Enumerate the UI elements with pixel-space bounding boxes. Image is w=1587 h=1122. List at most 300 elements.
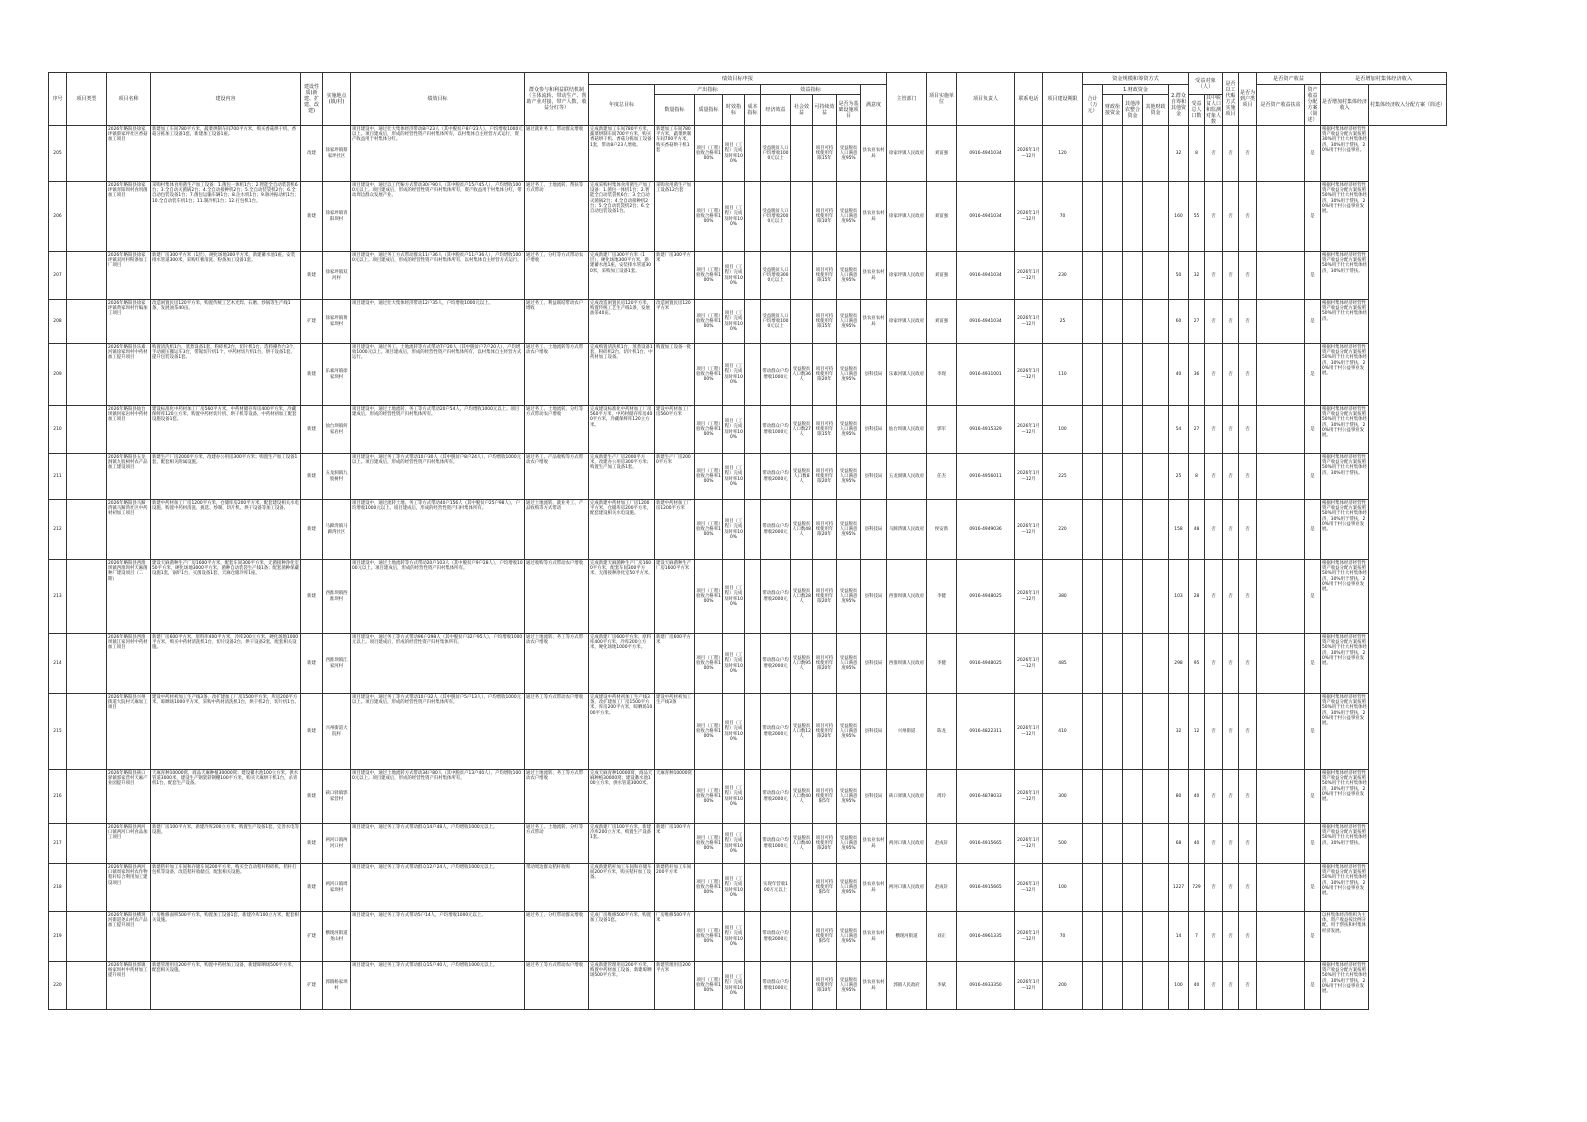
cell-time: 项目（工程）完成及时率100% xyxy=(723,252,745,300)
cell-person: 刘富强 xyxy=(927,300,957,344)
cell-type xyxy=(67,406,107,454)
cell-econ: 实现年营收100万元以上 xyxy=(761,864,791,912)
cell-satisfaction: 受益脱贫人口满意度95% xyxy=(837,300,861,344)
cell-location: 乐素河镇徐家坝村 xyxy=(323,344,351,406)
cell-type xyxy=(67,344,107,406)
header-self-fund: 2.群众自筹和其他资金 xyxy=(1169,85,1189,126)
cell-other-fund xyxy=(1123,252,1143,300)
cell-work-relief: 否 xyxy=(1205,182,1223,252)
cell-type xyxy=(67,126,107,182)
cell-time: 项目（工程）完成及时率100% xyxy=(723,344,745,406)
cell-is-coop: 是 xyxy=(1305,300,1321,344)
cell-cost xyxy=(745,912,761,962)
cell-sub: 否 xyxy=(1223,694,1239,770)
cell-sub: 否 xyxy=(1223,912,1239,962)
cell-work-relief: 否 xyxy=(1205,126,1223,182)
cell-dept: 县农业农村局 xyxy=(861,182,887,252)
cell-central xyxy=(1083,406,1103,454)
cell-phone: 0916-4822311 xyxy=(957,694,1015,770)
cell-sustain: 项目可持续使用年限15年 xyxy=(813,300,837,344)
cell-qty: 新建生产厂房2000平方米 xyxy=(655,454,695,500)
cell-quality: 项目（工程）验收合格率100% xyxy=(695,300,723,344)
cell-distribution xyxy=(1257,500,1305,560)
cell-phone: 0916-4949036 xyxy=(957,500,1015,560)
cell-pop: 60 xyxy=(1169,300,1189,344)
cell-name: 2026年略阳县徐家坪镇青阳坝村食用菌加工项目 xyxy=(107,182,151,252)
cell-self-fund xyxy=(1143,824,1169,864)
cell-phone: 0916-4948025 xyxy=(957,560,1015,634)
cell-is-coop: 是 xyxy=(1305,252,1321,300)
cell-pop: 1227 xyxy=(1169,864,1189,912)
cell-time: 项目（工程）完成及时率100% xyxy=(723,182,745,252)
cell-goal: 项目建设中，通过务工等方式带动10户30人（其中脱贫户8户24人），户均增收1000元以上。项目建成后，形成的经营性资产归村集体所有。 xyxy=(351,454,525,500)
header-other-fiscal: 其他涉农整合资金 xyxy=(1123,95,1143,126)
cell-quality: 项目（工程）验收合格率100% xyxy=(695,252,723,300)
header-unit: 项目实施单位 xyxy=(927,73,957,126)
cell-content: 厂房维修面积500平方米，购置加工设备1套，新建冷库100立方米，配套相关设施。 xyxy=(151,912,301,962)
cell-person: 刘正 xyxy=(927,912,957,962)
cell-seq: 208 xyxy=(49,300,67,344)
cell-cost xyxy=(745,344,761,406)
cell-sub: 否 xyxy=(1223,634,1239,694)
cell-pop: 100 xyxy=(1169,962,1189,1010)
cell-qty: 建设中药材加工厂房560平方米 xyxy=(655,406,695,454)
cell-pop: 14 xyxy=(1169,912,1189,962)
cell-distribution xyxy=(1257,454,1305,500)
cell-social xyxy=(791,864,813,912)
table-row xyxy=(49,182,1447,252)
cell-is-asset: 否 xyxy=(1239,500,1257,560)
cell-cost xyxy=(745,962,761,1010)
cell-satisfaction: 受益脱贫人口满意度95% xyxy=(837,252,861,300)
cell-self-fund xyxy=(1143,962,1169,1010)
cell-coop-plan: 根据村集体经济经营性资产收益分配方案按照50%用于壮大村集体经济，30%用于帮扶，20%用于村公益事业发展。 xyxy=(1321,182,1369,252)
cell-pop: 32 xyxy=(1169,126,1189,182)
cell-name: 2026年略阳县五龙洞镇九股树村农产品加工建设项目 xyxy=(107,454,151,500)
cell-location: 横现河街道尧山村 xyxy=(323,912,351,962)
cell-coop-plan: 根据村集体经济经营性资产收益分配方案按照50%用于壮大村集体经济，30%用于帮扶。 xyxy=(1321,824,1369,864)
cell-goal: 项目建设中，通过务工等方式带动10户32人（其中脱贫户5户13人），户均增收1000元以上。项目建成后，形成的经营性资产归村集体所有。 xyxy=(351,694,525,770)
cell-pop: 32 xyxy=(1169,694,1189,770)
cell-work-relief: 否 xyxy=(1205,560,1223,634)
cell-cost xyxy=(745,406,761,454)
cell-seq: 218 xyxy=(49,864,67,912)
cell-social: 受益脱贫人口数40人 xyxy=(791,770,813,824)
cell-sustain: 项目可持续使用年限20年 xyxy=(813,560,837,634)
cell-econ: 带动群众户均增收2000元 xyxy=(761,694,791,770)
cell-total: 70 xyxy=(1043,182,1083,252)
cell-quality: 项目（工程）验收合格率100% xyxy=(695,126,723,182)
cell-is-asset: 否 xyxy=(1239,344,1257,406)
cell-sustain: 项目可持续使用年限10年 xyxy=(813,962,837,1010)
cell-poor: 55 xyxy=(1189,182,1205,252)
cell-other-fiscal xyxy=(1103,912,1123,962)
cell-central xyxy=(1083,252,1103,300)
cell-nature: 新建 xyxy=(301,634,323,694)
cell-time: 项目（工程）完成及时率100% xyxy=(723,962,745,1010)
cell-other-fiscal xyxy=(1103,634,1123,694)
cell-self-fund xyxy=(1143,560,1169,634)
cell-cost xyxy=(745,824,761,864)
cell-location: 西淮坝镇西淮坝村 xyxy=(323,560,351,634)
header-beneficiary-group: 受益对象（人） xyxy=(1189,73,1223,95)
cell-content: 天麻育种10000窝，商品天麻种植30000窝；建设蓄水池100立方米，供水管道3000米，建设生产钢架彩钢棚100平方米，购买天麻烘干机1台，杀青机1台，配套生产设备。 xyxy=(151,770,301,824)
cell-satisfaction: 受益脱贫人口满意度95% xyxy=(837,126,861,182)
table-row xyxy=(49,126,1447,182)
cell-pop: 80 xyxy=(1169,770,1189,824)
header-coop-plan: 村集体经济收入分配方案（简述） xyxy=(1369,85,1447,126)
cell-phone: 0916-4941034 xyxy=(957,182,1015,252)
cell-benefit: 通过就业务工、带动群众增收 xyxy=(525,126,589,182)
cell-poor: 95 xyxy=(1189,634,1205,694)
cell-distribution xyxy=(1257,770,1305,824)
cell-central xyxy=(1083,634,1103,694)
cell-time: 项目（工程）完成及时率100% xyxy=(723,454,745,500)
cell-work-relief: 否 xyxy=(1205,406,1223,454)
cell-coop-plan: 根据村集体经济经营性资产收益分配方案按照50%用于壮大村集体经济，30%用于帮扶，20%用于村公益事业发展。 xyxy=(1321,344,1369,406)
cell-nature: 新建 xyxy=(301,694,323,770)
cell-name: 2026年略阳县仙台坝镇何家岩村中药材加工项目 xyxy=(107,406,151,454)
cell-sustain: 项目可持续使用年限20年 xyxy=(813,344,837,406)
cell-sustain: 项目可持续使用年限5年 xyxy=(813,912,837,962)
cell-type xyxy=(67,182,107,252)
cell-other-fund xyxy=(1123,126,1143,182)
cell-nature: 新建 xyxy=(301,824,323,864)
cell-satisfaction: 受益脱贫人口满意度95% xyxy=(837,182,861,252)
project-sheet xyxy=(48,72,1447,1010)
cell-time: 项目（工程）完成及时率100% xyxy=(723,126,745,182)
cell-unit: 西淮坝镇人民政府 xyxy=(887,560,927,634)
cell-name: 2026年略阳县马蹄湾镇马蹄湾社区中药材初加工项目 xyxy=(107,500,151,560)
cell-self-fund xyxy=(1143,126,1169,182)
cell-period: 2026年1月—12月 xyxy=(1015,912,1043,962)
cell-total: 70 xyxy=(1043,912,1083,962)
cell-seq: 205 xyxy=(49,126,67,182)
cell-econ: 带动群众户均增收2000元 xyxy=(761,912,791,962)
cell-sustain: 项目可持续使用年限20年 xyxy=(813,500,837,560)
cell-benefit: 通过务工、土地流转、帮扶等方式带动 xyxy=(525,182,589,252)
cell-seq: 209 xyxy=(49,344,67,406)
cell-other-fund xyxy=(1123,500,1143,560)
cell-social: 受益脱贫人口数27人 xyxy=(791,406,813,454)
cell-work-relief: 否 xyxy=(1205,344,1223,406)
cell-other-fiscal xyxy=(1103,770,1123,824)
cell-econ: 带动群众户均增收2000元 xyxy=(761,634,791,694)
cell-distribution xyxy=(1257,634,1305,694)
cell-other-fund xyxy=(1123,454,1143,500)
cell-is-coop: 是 xyxy=(1305,962,1321,1010)
cell-pop: 54 xyxy=(1169,406,1189,454)
header-annual-goal: 年度总目标 xyxy=(589,85,655,126)
cell-central xyxy=(1083,770,1103,824)
cell-total: 100 xyxy=(1043,406,1083,454)
header-sub: 是否为到户类项目 xyxy=(1239,73,1257,126)
cell-sustain: 项目可持续使用年限20年 xyxy=(813,694,837,770)
cell-person: 赵成轩 xyxy=(927,864,957,912)
cell-period: 2026年1月—12月 xyxy=(1015,182,1043,252)
cell-phone: 0916-4941034 xyxy=(957,300,1015,344)
cell-time: 项目（工程）完成及时率100% xyxy=(723,634,745,694)
header-sustain: 可持续效益 xyxy=(813,95,837,126)
cell-qty: 新建秸秆加工车间200平方米 xyxy=(655,864,695,912)
cell-distribution xyxy=(1257,406,1305,454)
cell-name: 2026年略阳县两河口镇周家坝村农作物秸秆综合利用加工建设项目 xyxy=(107,864,151,912)
cell-is-coop: 是 xyxy=(1305,344,1321,406)
table-row xyxy=(49,864,1447,912)
cell-is-coop: 是 xyxy=(1305,912,1321,962)
cell-seq: 214 xyxy=(49,634,67,694)
cell-dept: 县科技局 xyxy=(861,770,887,824)
project-table xyxy=(48,72,1447,1010)
cell-qty: 新建中药材加工厂房1200平方米 xyxy=(655,500,695,560)
cell-is-asset: 否 xyxy=(1239,300,1257,344)
cell-person: 李斌 xyxy=(927,962,957,1010)
cell-dept: 县科技局 xyxy=(861,454,887,500)
cell-goal: 项目建设中，通过务工等方式带动群众14户48人，户均增收1000元以上。 xyxy=(351,824,525,864)
cell-coop-plan: 根据村集体经济经营性资产收益分配方案按照50%用于壮大村集体经济，30%用于帮扶，20%用于村公益事业发展。 xyxy=(1321,500,1369,560)
cell-time: 项目（工程）完成及时率100% xyxy=(723,770,745,824)
cell-unit: 硖口驿镇人民政府 xyxy=(887,770,927,824)
cell-qty: 建设中药材初加工生产线3条 xyxy=(655,694,695,770)
header-social: 社会效益 xyxy=(791,95,813,126)
cell-other-fiscal xyxy=(1103,182,1123,252)
cell-goal: 项目建设中，通过务工等方式带动群众12户24人，户均增收1000元以上。 xyxy=(351,864,525,912)
cell-self-fund xyxy=(1143,694,1169,770)
cell-central xyxy=(1083,962,1103,1010)
cell-phone: 0916-4933350 xyxy=(957,962,1015,1010)
cell-benefit: 通过务工、土地流转、分红等方式带动农户增收 xyxy=(525,406,589,454)
cell-annual-goal: 完成新建管理用房200平方米，购置中药材加工设备，新建晾晒场500平方米。 xyxy=(589,962,655,1010)
cell-nature: 改建 xyxy=(301,126,323,182)
cell-time: 项目（工程）完成及时率100% xyxy=(723,300,745,344)
cell-goal: 项目建设中，通过务工等方式带动群众15户40人，户均增收1000元以上。 xyxy=(351,962,525,1010)
cell-work-relief: 否 xyxy=(1205,500,1223,560)
cell-social: 受益脱贫人口数95人 xyxy=(791,634,813,694)
cell-other-fiscal xyxy=(1103,560,1123,634)
cell-goal: 项目建设中，通过土地流转、务工等方式带动20户54人，户均增收1000元以上。项目建成后，形成的经营性资产归村集体所有。 xyxy=(351,406,525,454)
cell-work-relief: 否 xyxy=(1205,962,1223,1010)
header-other-fund: 其他财政资金 xyxy=(1143,95,1169,126)
cell-coop-plan: 根据村集体经济经营性资产收益分配方案按照50%用于壮大村集体经济，30%用于帮扶，20%用于村公益事业发展。 xyxy=(1321,634,1369,694)
cell-qty: 购置加工设备一批 xyxy=(655,344,695,406)
cell-satisfaction: 受益脱贫人口满意度95% xyxy=(837,962,861,1010)
cell-dept: 县农业农村局 xyxy=(861,252,887,300)
cell-period: 2026年1月—12月 xyxy=(1015,560,1043,634)
cell-total: 485 xyxy=(1043,634,1083,694)
cell-work-relief: 否 xyxy=(1205,824,1223,864)
header-nature: 建设性质(新建、扩建、改建) xyxy=(301,73,323,126)
cell-distribution xyxy=(1257,864,1305,912)
cell-self-fund xyxy=(1143,300,1169,344)
cell-coop-plan: 根据村集体经济经营性资产收益分配方案按照50%用于壮大村集体经济，30%用于帮扶。 xyxy=(1321,454,1369,500)
cell-coop-plan: 根据村集体经济经营性资产收益分配方案按照50%用于壮大村集体经济，30%用于帮扶，20%用于村公益事业发展。 xyxy=(1321,406,1369,454)
cell-person: 陈龙 xyxy=(927,694,957,770)
header-fund-group: 资金规模和筹资方式 xyxy=(1083,73,1189,85)
cell-unit: 徐家坪镇人民政府 xyxy=(887,182,927,252)
cell-qty: 新建厂房300平方米 xyxy=(655,252,695,300)
cell-econ: 带动群众户均增收1000元 xyxy=(761,824,791,864)
cell-work-relief: 否 xyxy=(1205,454,1223,500)
cell-goal: 项目建设中，通过务工、土地流转等方式带动7户20人（其中脱贫户7户20人），户均增收1000元以上。项目建成后，形成的经营性资产归村集体所有，以村集体自主经营方式运行。 xyxy=(351,344,525,406)
cell-social: 受益脱贫人口数12人 xyxy=(791,694,813,770)
cell-is-coop: 是 xyxy=(1305,126,1321,182)
cell-unit: 马蹄湾镇人民政府 xyxy=(887,500,927,560)
cell-content: 建设中药材初加工生产线3条，改扩建加工厂房1500平方米，库房200平方米，晾晒场1000平方米，采购中药材清洗机1台，烘干机2台，切片机1台。 xyxy=(151,694,301,770)
cell-self-fund xyxy=(1143,344,1169,406)
cell-phone: 0916-4915665 xyxy=(957,864,1015,912)
cell-sustain: 项目可持续使用年限20年 xyxy=(813,824,837,864)
cell-period: 2026年1月—12月 xyxy=(1015,344,1043,406)
cell-sub: 否 xyxy=(1223,454,1239,500)
cell-distribution xyxy=(1257,300,1305,344)
cell-nature: 新建 xyxy=(301,406,323,454)
cell-is-coop: 是 xyxy=(1305,406,1321,454)
cell-sub: 否 xyxy=(1223,962,1239,1010)
cell-satisfaction: 受益脱贫人口满意度95% xyxy=(837,912,861,962)
cell-social: 受益脱贫人口数36人 xyxy=(791,344,813,406)
cell-dept: 县科技局 xyxy=(861,500,887,560)
cell-other-fund xyxy=(1123,300,1143,344)
cell-quality: 项目（工程）验收合格率100% xyxy=(695,454,723,500)
table-row xyxy=(49,500,1447,560)
header-satisfaction: 满意度 xyxy=(861,85,887,126)
cell-central xyxy=(1083,500,1103,560)
cell-cost xyxy=(745,694,761,770)
cell-unit: 两河口镇人民政府 xyxy=(887,824,927,864)
cell-content: 新建中药材加工厂房1200平方米，仓储库房200平方米，配套建设相关水电设施，购置中药材清洗、挑选、炒制、切片机、烘干设备等加工设备。 xyxy=(151,500,301,560)
cell-coop-plan: 根据村集体经济经营性资产收益分配方案按照50%用于壮大村集体经济，30%用于帮扶，20%用于村公益事业发展。 xyxy=(1321,864,1369,912)
cell-period: 2026年1月—12月 xyxy=(1015,694,1043,770)
cell-annual-goal: 完成采购村集体食用菌生产加工设备：1.菌包一体机1台；2.智能全自动装袋机6台；3.全自动灭菌锅2台；4.全自动接种机2台；5.全自动装袋机2台；6.全自动包装设备1台。 xyxy=(589,182,655,252)
cell-person: 李健 xyxy=(927,634,957,694)
cell-person: 郭军 xyxy=(927,406,957,454)
cell-goal: 项目建设中，通过务工等方式带动96户298人（其中脱贫户32户95人），户均增收1000元以上。项目建成后，形成的经营性资产归村集体所有。 xyxy=(351,634,525,694)
table-row xyxy=(49,824,1447,864)
cell-other-fiscal xyxy=(1103,454,1123,500)
cell-nature: 新建 xyxy=(301,864,323,912)
header-poor: 其中脱贫人口和监测对象人数 xyxy=(1206,95,1222,125)
cell-central xyxy=(1083,126,1103,182)
cell-satisfaction: 受益脱贫人口满意度95% xyxy=(837,406,861,454)
cell-nature: 扩建 xyxy=(301,962,323,1010)
cell-other-fiscal xyxy=(1103,500,1123,560)
cell-cost xyxy=(745,500,761,560)
cell-econ: 受益脱贫人口户均增收1000元以上 xyxy=(761,126,791,182)
cell-time: 项目（工程）完成及时率100% xyxy=(723,912,745,962)
cell-location: 徐家坪镇双河村 xyxy=(323,252,351,300)
cell-total: 225 xyxy=(1043,454,1083,500)
cell-coop-plan: 根据村集体经济经营性资产收益分配方案按照30%用于壮大村集体经济，30%用于帮扶，20%用于村公益事业。 xyxy=(1321,126,1369,182)
cell-is-coop: 是 xyxy=(1305,694,1321,770)
cell-person: 任杰 xyxy=(927,454,957,500)
cell-coop-plan: 根据村集体经济经营性资产收益分配方案按照50%用于壮大村集体经济，30%用于帮扶，20%用于村公益事业发展。 xyxy=(1321,962,1369,1010)
cell-other-fund xyxy=(1123,182,1143,252)
cell-content: 购置清洗机1台，蒸煮设备1套，粉碎机2台，切片机1台，选料操作台3个，手动液压搬运车3台，带锯切片机1个，中药材切片机1台，烘干设备1套，提升包装设备1套。 xyxy=(151,344,301,406)
cell-qty: 新建管理用房200平方米 xyxy=(655,962,695,1010)
cell-distribution xyxy=(1257,126,1305,182)
header-period: 项目建设期限 xyxy=(1043,73,1083,126)
cell-dept: 县科技局 xyxy=(861,560,887,634)
cell-cost xyxy=(745,560,761,634)
cell-self-fund xyxy=(1143,500,1169,560)
header-is-coop: 是否增加村集体经济收入 xyxy=(1321,85,1369,126)
header-dept: 主管部门 xyxy=(887,73,927,126)
cell-time: 项目（工程）完成及时率100% xyxy=(723,864,745,912)
cell-coop-plan: 根据村集体经济经营性资产收益分配方案按照50%用于壮大村集体经济。 xyxy=(1321,300,1369,344)
cell-is-asset: 否 xyxy=(1239,560,1257,634)
cell-cost xyxy=(745,864,761,912)
cell-other-fiscal xyxy=(1103,252,1123,300)
cell-nature: 新建 xyxy=(301,344,323,406)
cell-total: 300 xyxy=(1043,770,1083,824)
cell-person: 李健 xyxy=(927,560,957,634)
cell-benefit: 通过务工、土地流转等方式带动农户增收 xyxy=(525,344,589,406)
cell-social: 受益脱贫人口数8人 xyxy=(791,454,813,500)
cell-unit: 徐家坪镇人民政府 xyxy=(887,300,927,344)
cell-name: 2026年略阳县西淮坝镇江家河村中药材加工项目 xyxy=(107,634,151,694)
cell-quality: 项目（工程）验收合格率100% xyxy=(695,694,723,770)
cell-central xyxy=(1083,560,1103,634)
cell-name: 2026年略阳县两河口镇两河口村食品加工项目 xyxy=(107,824,151,864)
cell-time: 项目（工程）完成及时率100% xyxy=(723,824,745,864)
header-quality: 质量指标 xyxy=(695,95,723,126)
cell-person: 刘富强 xyxy=(927,252,957,300)
cell-location: 五龙洞镇九股树村 xyxy=(323,454,351,500)
cell-econ: 带动群众户均增收2000元 xyxy=(761,454,791,500)
header-perf-group: 绩效目标申报 xyxy=(589,73,887,85)
header-time: 时效指标 xyxy=(723,95,745,126)
cell-time: 项目（工程）完成及时率100% xyxy=(723,694,745,770)
cell-pop: 298 xyxy=(1169,634,1189,694)
cell-satisfaction: 受益脱贫人口满意度95% xyxy=(837,864,861,912)
cell-central xyxy=(1083,344,1103,406)
cell-goal: 项目建设中，通过务工等方式带动5户14人，户均增收1000元以上。 xyxy=(351,912,525,962)
cell-seq: 215 xyxy=(49,694,67,770)
cell-annual-goal: 完成厂房维修500平方米，购置加工设备1套。 xyxy=(589,912,655,962)
cell-total: 200 xyxy=(1043,962,1083,1010)
cell-quality: 项目（工程）验收合格率100% xyxy=(695,406,723,454)
header-central: 财政衔接资金 xyxy=(1103,95,1123,126)
cell-central xyxy=(1083,864,1103,912)
cell-unit: 仙台坝镇人民政府 xyxy=(887,406,927,454)
cell-content: 建设标准化中药材加工厂房560平方米，中药材储存库房400平方米，冷藏保鲜库120立方米，购置中药材切片机、烘干机等设备，中药材初加工配套设施设备1套。 xyxy=(151,406,301,454)
cell-phone: 0916-4915329 xyxy=(957,406,1015,454)
cell-satisfaction: 受益脱贫人口满意度95% xyxy=(837,500,861,560)
cell-sustain: 项目可持续使用年限5年 xyxy=(813,770,837,824)
cell-name: 2026年略阳县兴州街道大院村天麻加工项目 xyxy=(107,694,151,770)
header-type: 项目类型 xyxy=(67,73,107,126)
cell-goal: 项目建设中，通过壮大集体经济带动12户35人，户均增收1000元以上。 xyxy=(351,300,525,344)
cell-qty: 天麻育种10000窝 xyxy=(655,770,695,824)
table-row xyxy=(49,962,1447,1010)
cell-satisfaction: 受益脱贫人口满意度95% xyxy=(837,634,861,694)
cell-work-relief: 否 xyxy=(1205,864,1223,912)
cell-self-fund xyxy=(1143,770,1169,824)
cell-person: 刘富强 xyxy=(927,182,957,252)
cell-period: 2026年1月—12月 xyxy=(1015,500,1043,560)
cell-unit: 乐素河镇人民政府 xyxy=(887,344,927,406)
cell-quality: 项目（工程）验收合格率100% xyxy=(695,864,723,912)
header-benefit-group: 效益指标 xyxy=(761,85,861,95)
cell-seq: 211 xyxy=(49,454,67,500)
cell-poor: 40 xyxy=(1189,824,1205,864)
cell-distribution xyxy=(1257,962,1305,1010)
table-row xyxy=(49,252,1447,300)
cell-is-asset: 否 xyxy=(1239,912,1257,962)
cell-content: 新建加工车间780平方米，蔬菜烘制车间700平方米，购买香菇烘干机、香菇分拣加工设备1套，新建加工设备1座。 xyxy=(151,126,301,182)
cell-quality: 项目（工程）验收合格率100% xyxy=(695,912,723,962)
cell-social: 受益脱贫人口数40人 xyxy=(791,824,813,864)
